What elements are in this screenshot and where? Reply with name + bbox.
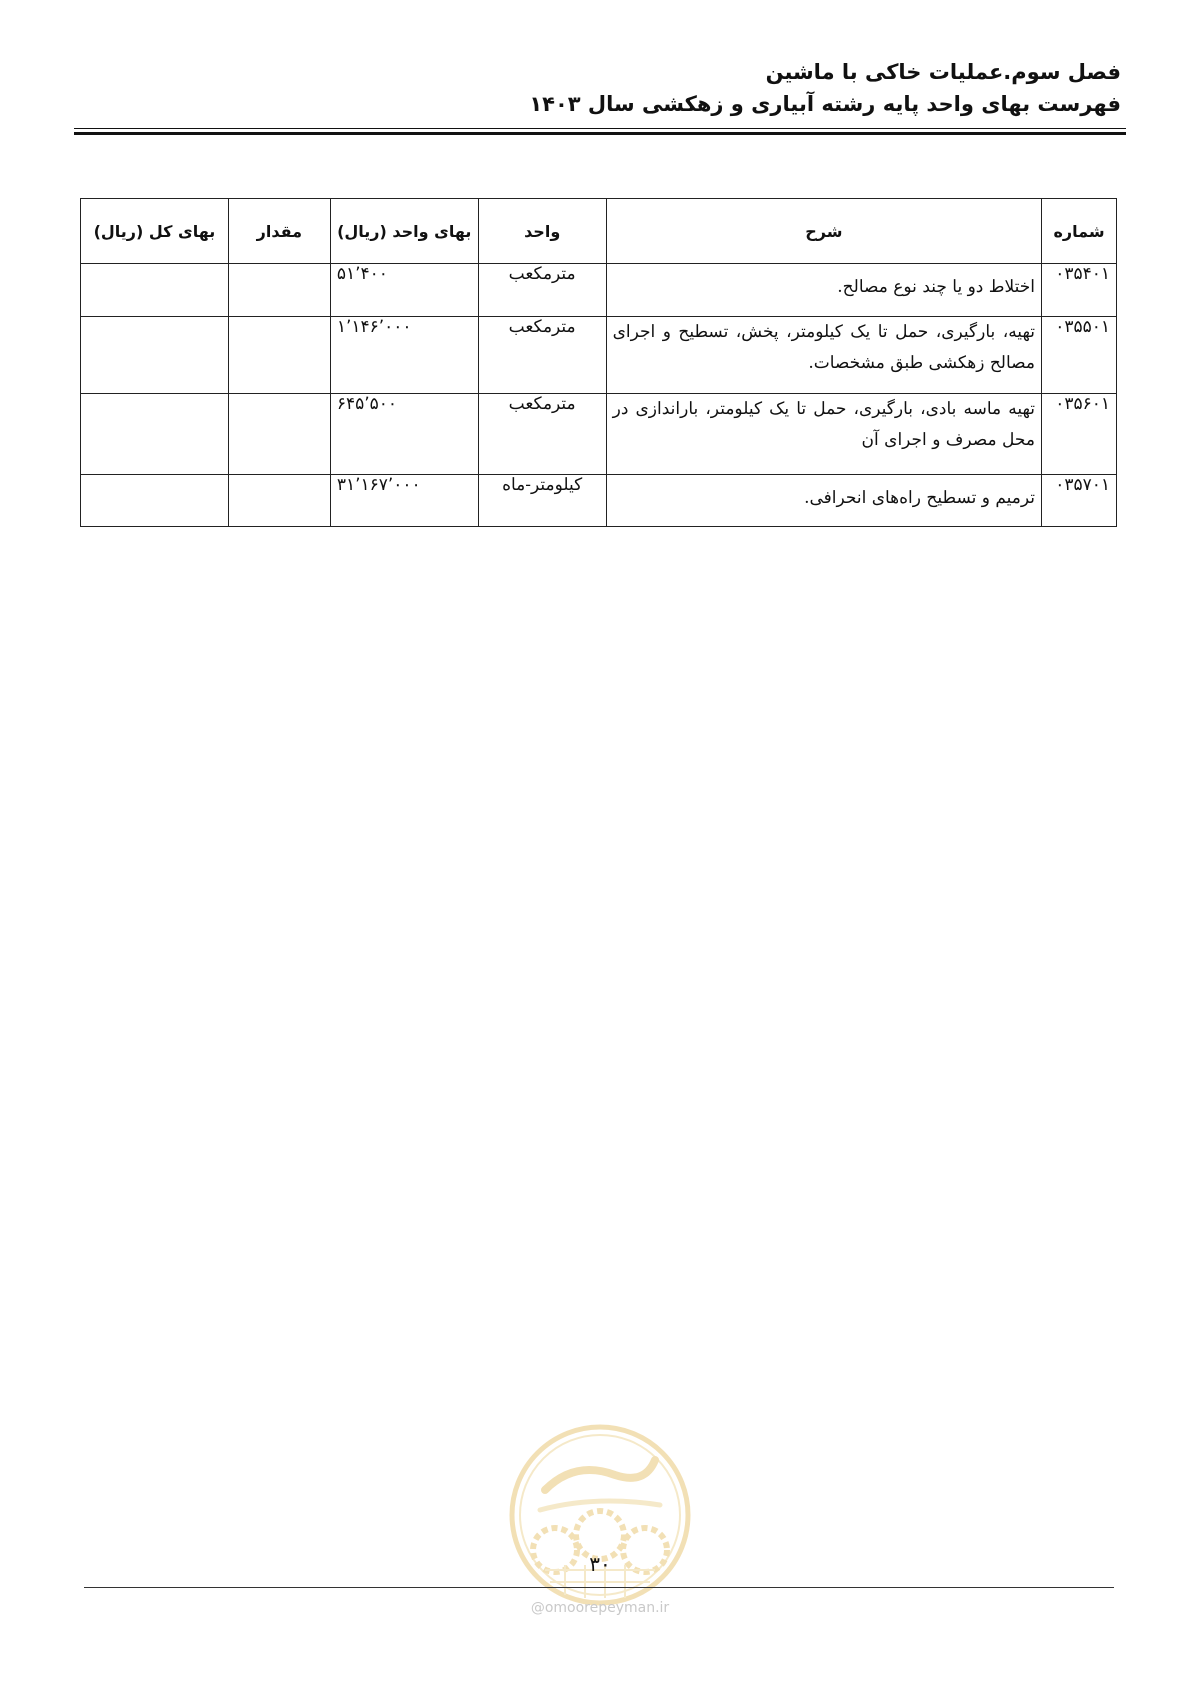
item-number: ۰۳۵۷۰۱	[1042, 475, 1117, 527]
item-total-price	[81, 264, 229, 317]
page-header	[529, 56, 1121, 120]
header-divider-thick	[74, 132, 1126, 135]
table-row	[81, 317, 1117, 394]
item-quantity[interactable]	[228, 264, 330, 317]
item-unit-price: ۵۱٬۴۰۰	[330, 264, 478, 317]
item-description: اختلاط دو یا چند نوع مصالح.	[606, 264, 1041, 317]
item-description: ترمیم و تسطیح راه‌های انحرافی.	[606, 475, 1041, 527]
item-quantity[interactable]	[228, 394, 330, 475]
item-unit-price: ۱٬۱۴۶٬۰۰۰	[330, 317, 478, 394]
watermark-website: @omoorepeyman.ir	[530, 1600, 670, 1616]
header-number: شماره	[1042, 199, 1117, 264]
item-quantity[interactable]	[228, 475, 330, 527]
item-description: تهیه ماسه بادی، بارگیری، حمل تا یک کیلومتر، باراندازی در محل مصرف و اجرای آن	[606, 394, 1041, 475]
item-unit: کیلومتر-ماه	[478, 475, 606, 527]
price-list-title: فهرست بهای واحد پایه رشته آبیاری و زهکشی سال ۱۴۰۳	[529, 92, 1121, 116]
item-total-price	[81, 394, 229, 475]
header-unit: واحد	[478, 199, 606, 264]
item-unit: مترمکعب	[478, 394, 606, 475]
item-total-price	[81, 317, 229, 394]
footer-divider	[84, 1587, 1114, 1588]
table-row	[81, 475, 1117, 527]
table-row	[81, 394, 1117, 475]
item-number: ۰۳۵۴۰۱	[1042, 264, 1117, 317]
item-unit: مترمکعب	[478, 317, 606, 394]
item-total-price	[81, 475, 229, 527]
item-quantity[interactable]	[228, 317, 330, 394]
item-number: ۰۳۵۶۰۱	[1042, 394, 1117, 475]
chapter-title: فصل سوم.عملیات خاکی با ماشین	[765, 60, 1121, 84]
unit-price-table	[80, 198, 1117, 527]
header-total-price: بهای کل (ریال)	[81, 199, 229, 264]
page-number: ۳۰	[589, 1552, 611, 1576]
table-header-row	[81, 199, 1117, 264]
header-divider-thin	[74, 128, 1126, 129]
publisher-seal-watermark	[505, 1420, 695, 1610]
header-unit-price: بهای واحد (ریال)	[330, 199, 478, 264]
header-quantity: مقدار	[228, 199, 330, 264]
table-row	[81, 264, 1117, 317]
item-number: ۰۳۵۵۰۱	[1042, 317, 1117, 394]
item-unit: مترمکعب	[478, 264, 606, 317]
item-unit-price: ۳۱٬۱۶۷٬۰۰۰	[330, 475, 478, 527]
header-description: شرح	[606, 199, 1041, 264]
item-unit-price: ۶۴۵٬۵۰۰	[330, 394, 478, 475]
item-description: تهیه، بارگیری، حمل تا یک کیلومتر، پخش، تسطیح و اجرای مصالح زهکشی طبق مشخصات.	[606, 317, 1041, 394]
